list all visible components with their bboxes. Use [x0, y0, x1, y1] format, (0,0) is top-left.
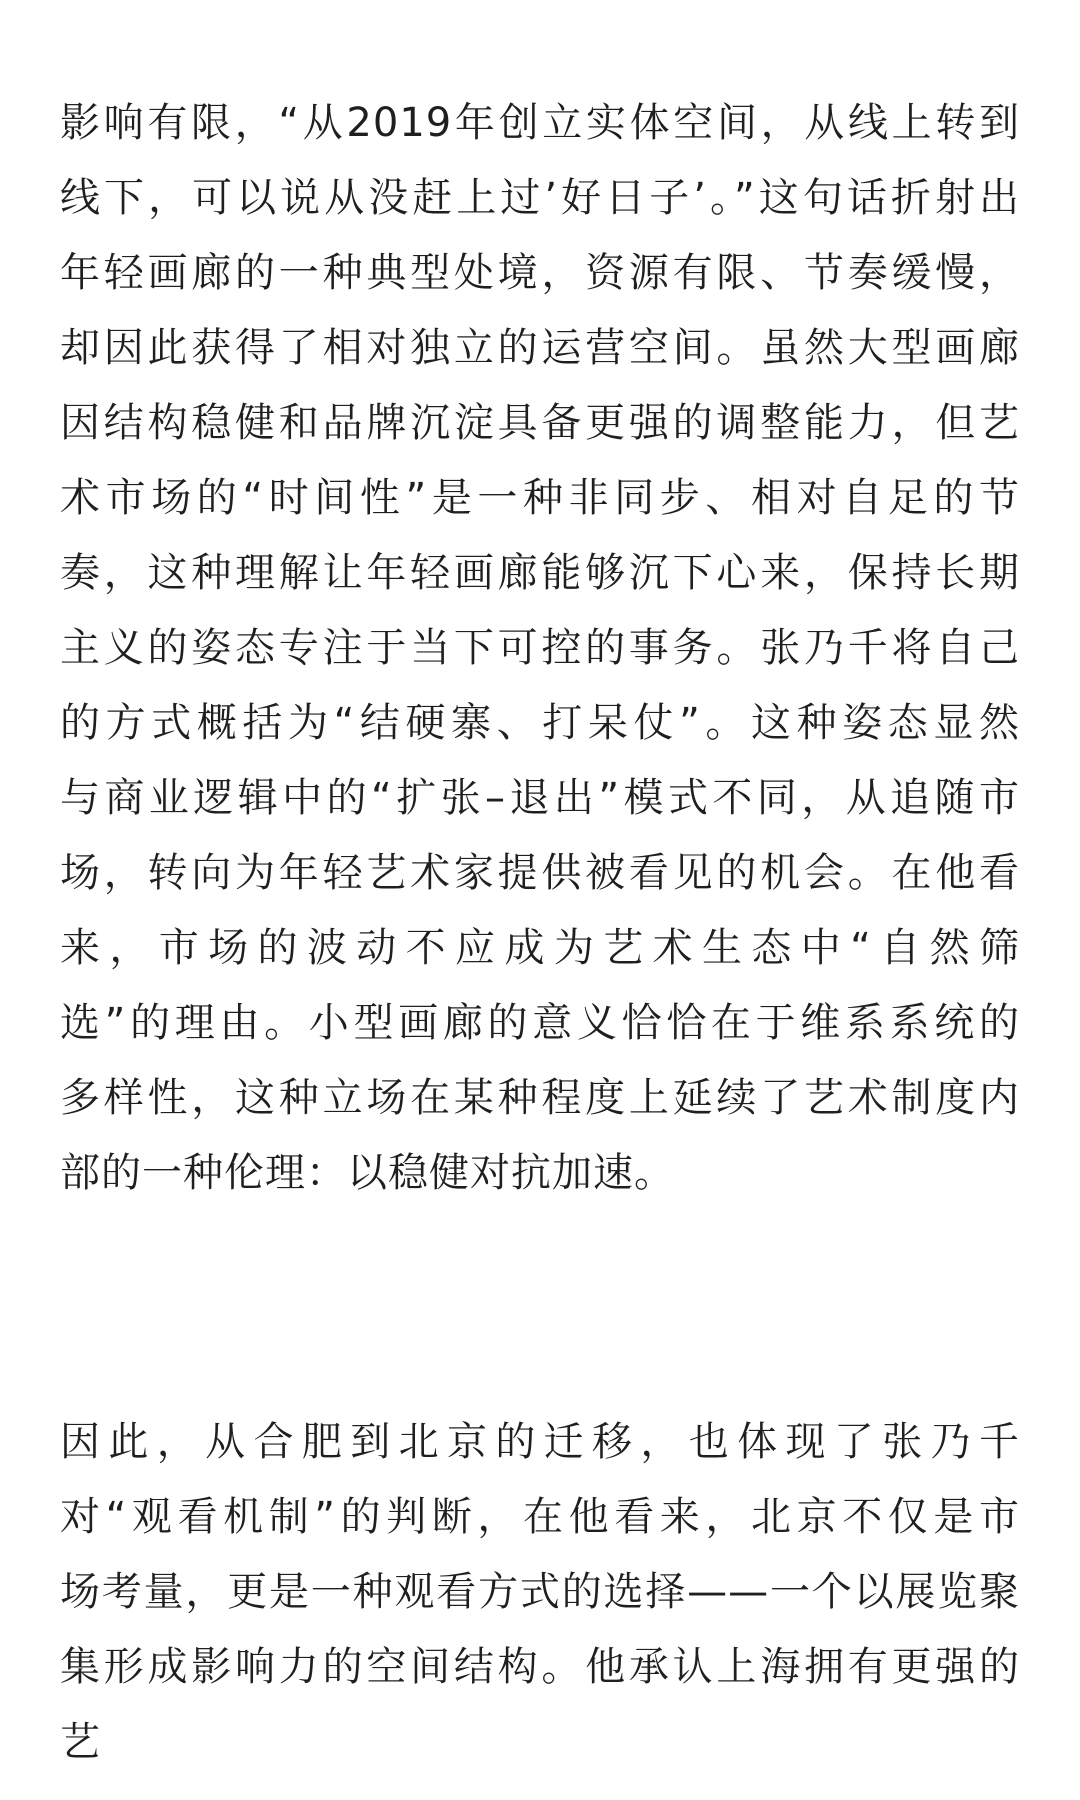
text-line: 选”的理由。小型画廊的意义恰恰在于维系系统的	[60, 1000, 1020, 1046]
text-line: 年轻画廊的一种典型处境，资源有限、节奏缓慢，	[60, 250, 1020, 296]
text-line: 奏，这种理解让年轻画廊能够沉下心来，保持长期	[60, 550, 1020, 596]
text-line: 对“观看机制”的判断，在他看来，北京不仅是市	[60, 1494, 1020, 1540]
text-line: 术市场的“时间性”是一种非同步、相对自足的节	[60, 475, 1020, 521]
text-line: 场考量，更是一种观看方式的选择——一个以展览聚	[60, 1569, 1020, 1615]
text-line: 影响有限，“从2019年创立实体空间，从线上转到	[60, 100, 1020, 146]
text-line: 的方式概括为“结硬寨、打呆仗”。这种姿态显然	[60, 700, 1020, 746]
text-line: 因此，从合肥到北京的迁移，也体现了张乃千	[60, 1419, 1020, 1465]
text-line: 与商业逻辑中的“扩张–退出”模式不同，从追随市	[60, 775, 1020, 821]
text-line: 场，转向为年轻艺术家提供被看见的机会。在他看	[60, 850, 1020, 896]
text-line: 来，市场的波动不应成为艺术生态中“自然筛	[60, 925, 1020, 971]
text-line: 多样性，这种立场在某种程度上延续了艺术制度内	[60, 1075, 1020, 1121]
text-line: 主义的姿态专注于当下可控的事务。张乃千将自己	[60, 625, 1020, 671]
article-paragraph	[60, 1405, 1020, 1780]
article-paragraph	[60, 86, 1020, 1211]
text-line: 却因此获得了相对独立的运营空间。虽然大型画廊	[60, 325, 1020, 371]
text-line: 线下，可以说从没赶上过’好日子’。”这句话折射出	[60, 175, 1020, 221]
text-line: 集形成影响力的空间结构。他承认上海拥有更强的	[60, 1644, 1020, 1690]
text-line: 艺	[60, 1719, 101, 1765]
text-line: 因结构稳健和品牌沉淀具备更强的调整能力，但艺	[60, 400, 1020, 446]
text-line: 部的一种伦理：以稳健对抗加速。	[60, 1150, 675, 1196]
